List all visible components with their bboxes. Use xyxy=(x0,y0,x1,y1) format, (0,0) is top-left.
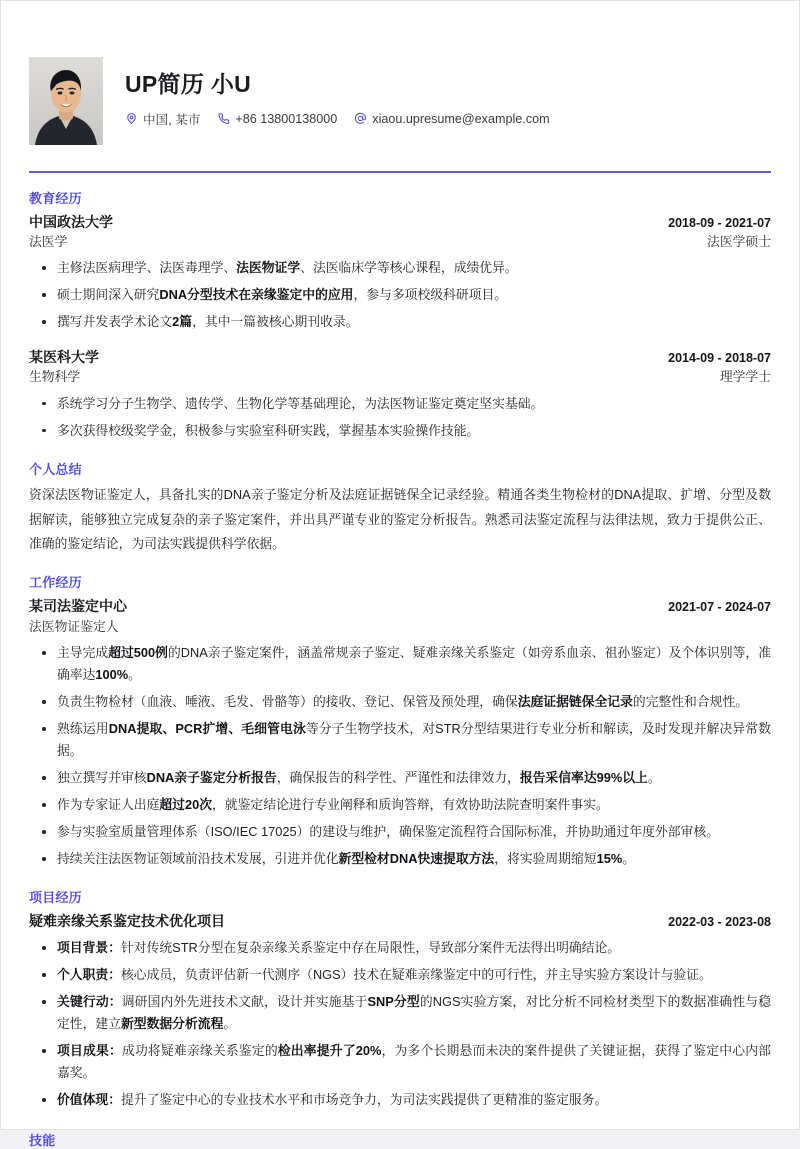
summary-text: 资深法医物证鉴定人，具备扎实的DNA亲子鉴定分析及法庭证据链保全记录经验。精通各类生物检材的DNA提取、扩增、分型及数据解读，能够独立完成复杂的亲子鉴定案件，并出具严谨专业的鉴定分析报告。熟悉司法鉴定流程与法律法规，致力于提供公正、准确的鉴定结论，为司法实践提供科学依据。 xyxy=(29,486,771,552)
email-at-icon xyxy=(354,112,367,125)
list-item: 持续关注法医物证领域前沿技术发展，引进并优化新型检材DNA快速提取方法，将实验周期缩短15%。 xyxy=(29,848,771,870)
avatar xyxy=(29,57,103,145)
work-org: 某司法鉴定中心 xyxy=(29,598,127,615)
list-item: 关键行动：调研国内外先进技术文献，设计并实施基于SNP分型的NGS实验方案，对比分析不同检材类型下的数据准确性与稳定性，建立新型数据分析流程。 xyxy=(29,991,771,1035)
education-bullets xyxy=(29,257,771,333)
project-name: 疑难亲缘关系鉴定技术优化项目 xyxy=(29,912,225,929)
contact-location xyxy=(125,109,200,128)
list-item: 熟练运用DNA提取、PCR扩增、毛细管电泳等分子生物学技术，对STR分型结果进行专业分析和解读，及时发现并解决异常数据。 xyxy=(29,718,771,762)
list-item: 主修法医病理学、法医毒理学、法医物证学、法医临床学等核心课程，成绩优异。 xyxy=(29,257,771,279)
section-education xyxy=(29,173,771,442)
list-item: 个人职责：核心成员，负责评估新一代测序（NGS）技术在疑难亲缘鉴定中的可行性，并主导实验方案设计与验证。 xyxy=(29,964,771,986)
section-title-summary: 个人总结 xyxy=(29,461,82,477)
education-date: 2014-09 - 2018-07 xyxy=(668,351,771,366)
education-bullets xyxy=(29,393,771,442)
location-pin-icon xyxy=(125,112,138,125)
list-item: 硕士期间深入研究DNA分型技术在亲缘鉴定中的应用，参与多项校级科研项目。 xyxy=(29,284,771,306)
education-major: 生物科学 xyxy=(29,369,81,385)
contact-email-text: xiaou.upresume@example.com xyxy=(372,111,550,126)
education-degree: 法医学硕士 xyxy=(707,233,771,249)
section-skills xyxy=(29,1113,771,1149)
project-entry xyxy=(29,911,771,1111)
education-org: 某医科大学 xyxy=(29,349,99,366)
section-title-work: 工作经历 xyxy=(29,575,82,591)
list-item: 参与实验室质量管理体系（ISO/IEC 17025）的建设与维护，确保鉴定流程符合国际标准，并协助通过年度外部审核。 xyxy=(29,821,771,843)
education-degree: 理学学士 xyxy=(719,369,771,385)
list-item: 负责生物检材（血液、唾液、毛发、骨骼等）的接收、登记、保管及预处理，确保法庭证据链保全记录的完整性和合规性。 xyxy=(29,691,771,713)
education-entry xyxy=(29,212,771,333)
project-bullets xyxy=(29,937,771,1111)
education-org: 中国政法大学 xyxy=(29,213,113,230)
list-item: 项目背景：针对传统STR分型在复杂亲缘关系鉴定中存在局限性，导致部分案件无法得出明确结论。 xyxy=(29,937,771,959)
list-item: 价值体现：提升了鉴定中心的专业技术水平和市场竞争力，为司法实践提供了更精准的鉴定服务。 xyxy=(29,1089,771,1111)
list-item: 独立撰写并审核DNA亲子鉴定分析报告，确保报告的科学性、严谨性和法律效力，报告采信率达99%以上。 xyxy=(29,767,771,789)
contact-location-text: 中国, 某市 xyxy=(143,113,201,128)
section-title-education: 教育经历 xyxy=(29,190,82,206)
list-item: 系统学习分子生物学、遗传学、生物化学等基础理论，为法医物证鉴定奠定坚实基础。 xyxy=(29,393,771,415)
section-title-skills: 技能 xyxy=(29,1133,56,1149)
list-item: 项目成果：成功将疑难亲缘关系鉴定的检出率提升了20%，为多个长期悬而未决的案件提供了关键证据，获得了鉴定中心内部嘉奖。 xyxy=(29,1040,771,1084)
section-work xyxy=(29,557,771,869)
contact-phone-text: +86 13800138000 xyxy=(235,111,338,126)
page-title: UP简历 小U xyxy=(125,71,252,97)
section-project xyxy=(29,872,771,1111)
identity-block xyxy=(125,57,567,128)
education-major: 法医学 xyxy=(29,233,68,249)
work-role: 法医物证鉴定人 xyxy=(29,618,119,634)
contact-phone xyxy=(217,112,337,126)
resume-header xyxy=(29,1,771,145)
section-summary xyxy=(29,444,771,558)
list-item: 撰写并发表学术论文2篇，其中一篇被核心期刊收录。 xyxy=(29,311,771,333)
section-title-project: 项目经历 xyxy=(29,889,82,905)
work-bullets xyxy=(29,642,771,870)
phone-icon xyxy=(217,112,230,125)
education-entry xyxy=(29,347,771,441)
list-item: 主导完成超过500例的DNA亲子鉴定案件，涵盖常规亲子鉴定、疑难亲缘关系鉴定（如旁系血亲、祖孙鉴定）及个体识别等，准确率达100%。 xyxy=(29,642,771,686)
list-item: 多次获得校级奖学金，积极参与实验室科研实践，掌握基本实验操作技能。 xyxy=(29,420,771,442)
work-date: 2021-07 - 2024-07 xyxy=(668,600,771,615)
education-date: 2018-09 - 2021-07 xyxy=(668,215,771,230)
contact-list xyxy=(125,109,567,128)
work-entry xyxy=(29,596,771,869)
list-item: 作为专家证人出庭超过20次，就鉴定结论进行专业阐释和质询答辩，有效协助法院查明案件事实。 xyxy=(29,794,771,816)
project-date: 2022-03 - 2023-08 xyxy=(668,914,771,929)
contact-email xyxy=(354,112,549,126)
